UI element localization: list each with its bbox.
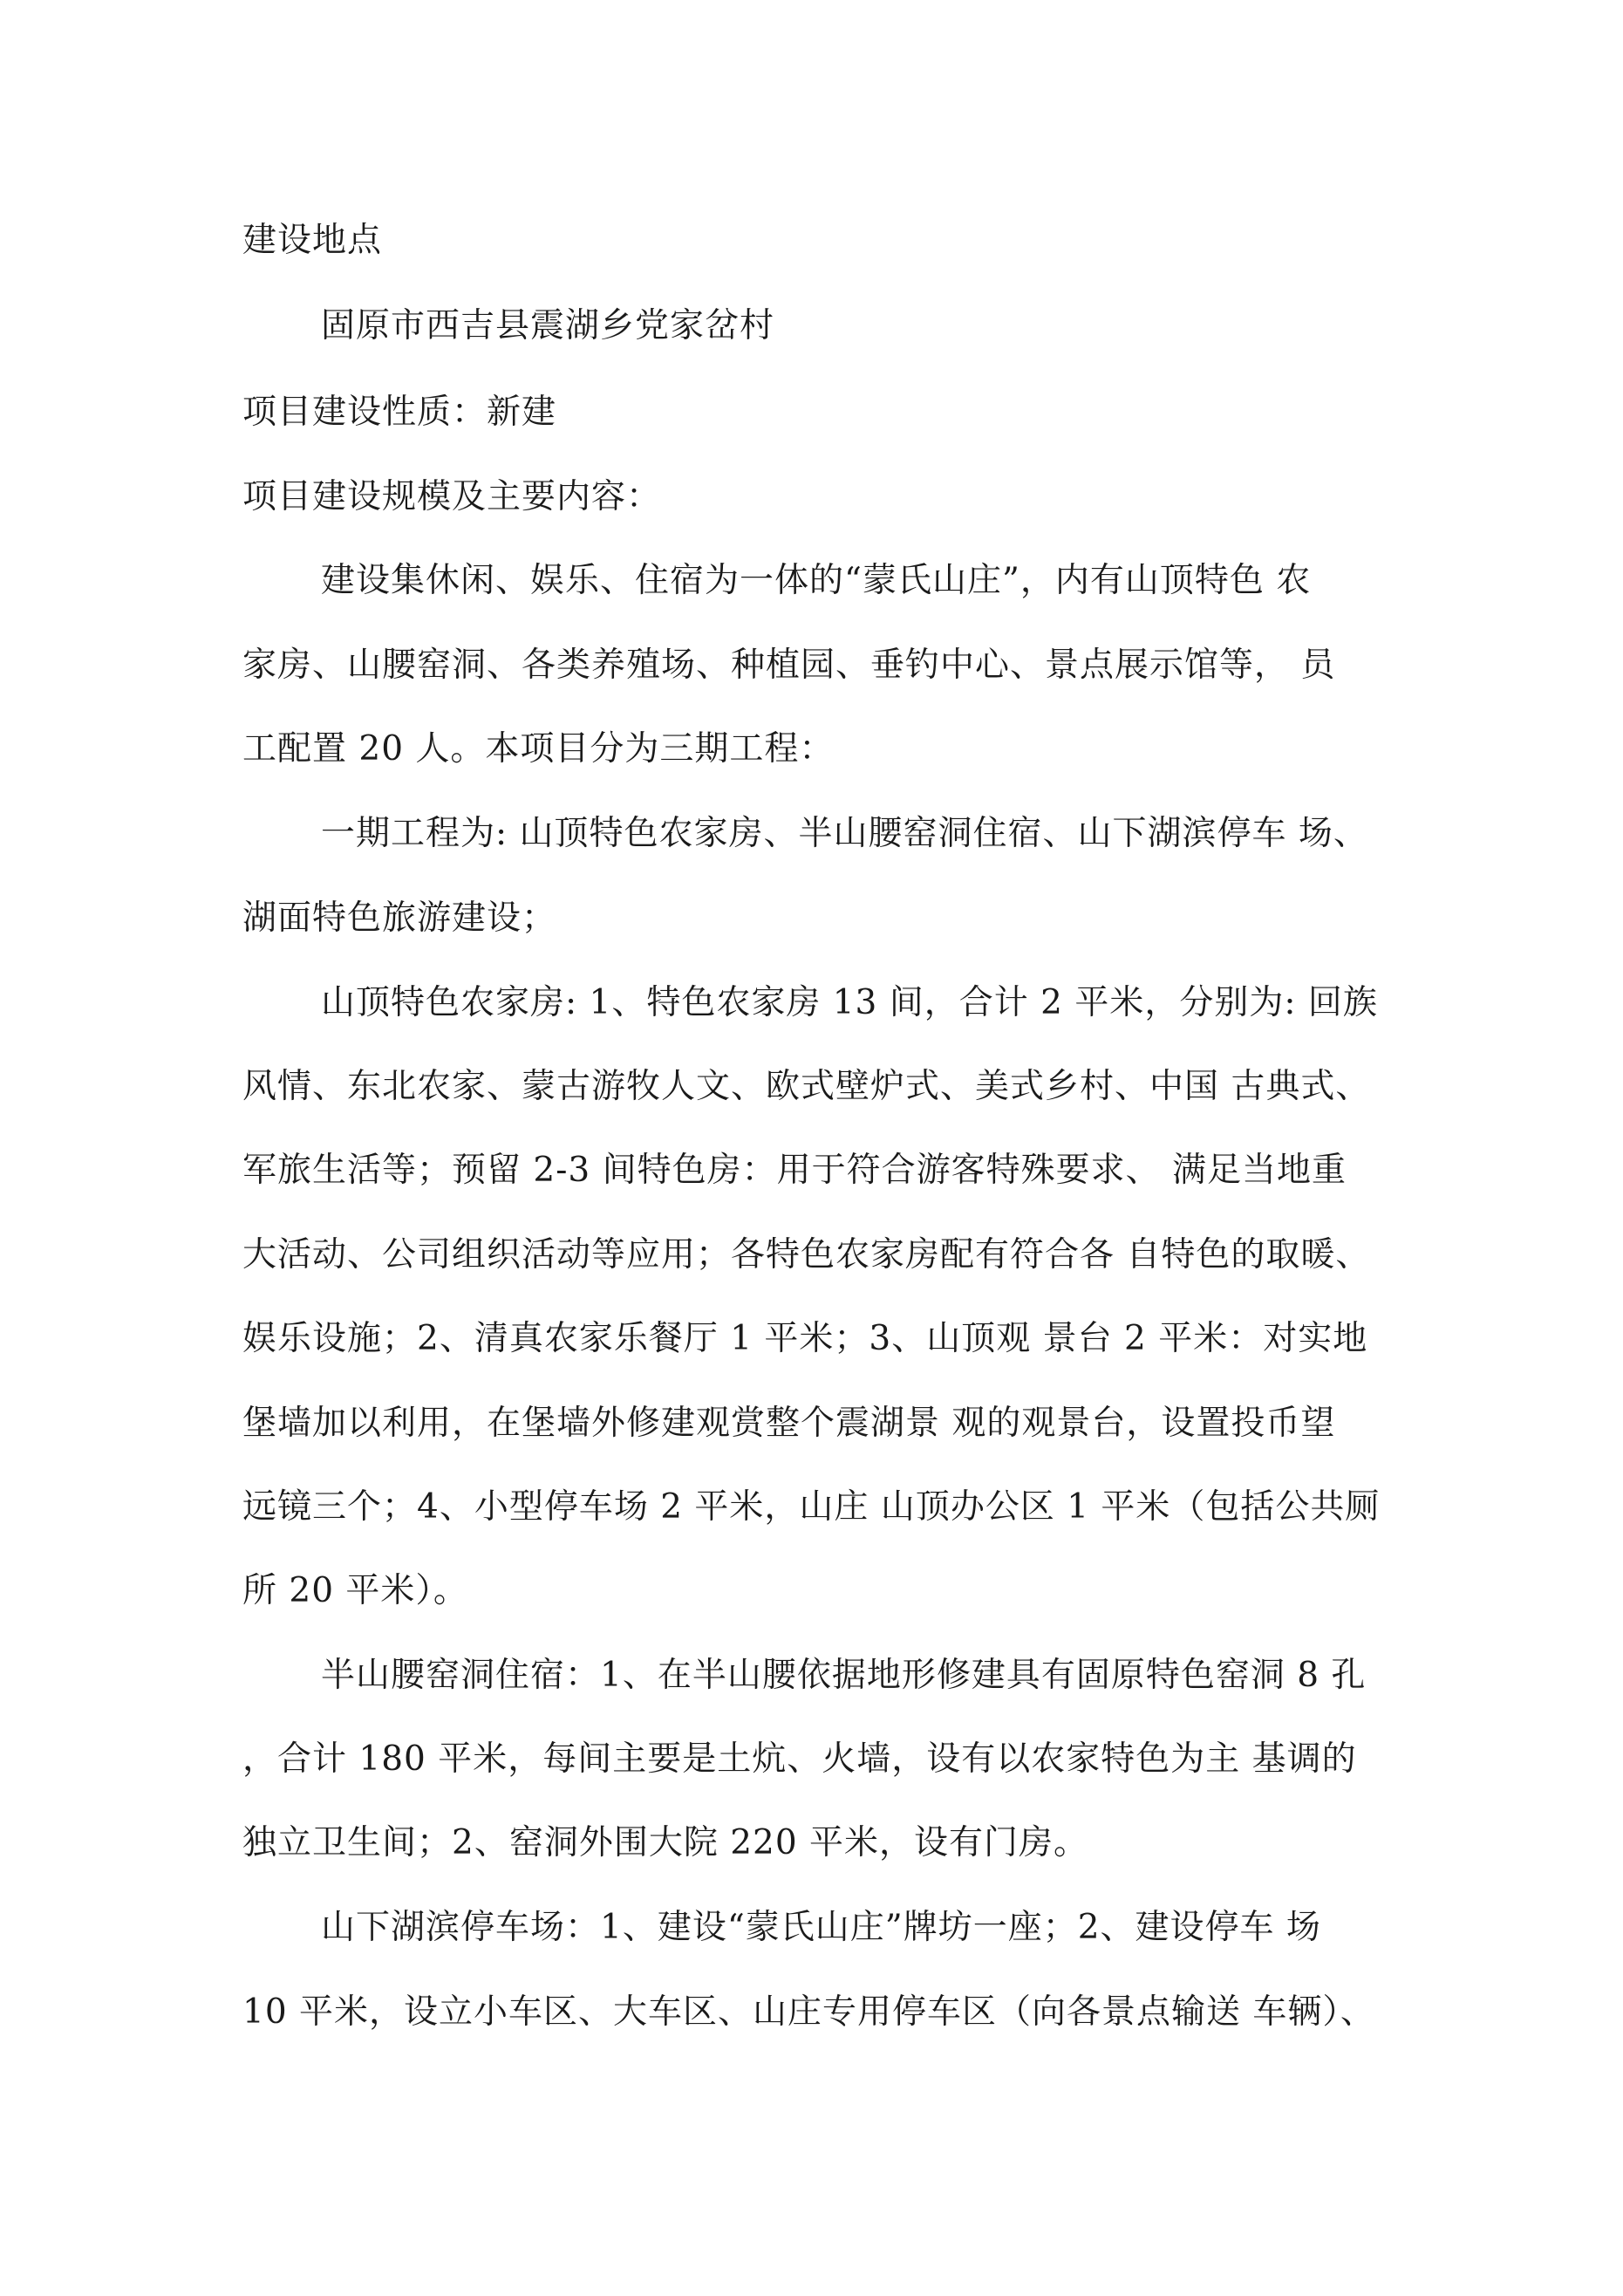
- paragraph-line: 大活动、公司组织活动等应用；各特色农家房配有符合各 自特色的取暖、: [242, 1235, 1371, 1274]
- paragraph-line: 独立卫生间；2、窑洞外围大院 220 平米，设有门房。: [242, 1823, 1089, 1862]
- paragraph-line: 湖面特色旅游建设；: [242, 899, 557, 938]
- paragraph-line: 建设集休闲、娱乐、住宿为一体的“蒙氏山庄”，内有山顶特色 农: [321, 561, 1312, 600]
- paragraph-line: 半山腰窑洞住宿：1、在半山腰依据地形修建具有固原特色窑洞 8 孔: [321, 1656, 1367, 1695]
- location-text: 固原市西吉县震湖乡党家岔村: [321, 306, 775, 345]
- paragraph-line: 10 平米，设立小车区、大车区、山庄专用停车区（向各景点输送 车辆）、: [242, 1992, 1375, 2032]
- paragraph-line: 远镜三个；4、小型停车场 2 平米，山庄 山顶办公区 1 平米（包括公共厕: [242, 1487, 1381, 1527]
- paragraph-line: 山下湖滨停车场：1、建设“蒙氏山庄”牌坊一座；2、建设停车 场: [321, 1908, 1321, 1947]
- paragraph-line: 工配置 20 人。本项目分为三期工程：: [242, 729, 835, 769]
- section-heading-scale: 项目建设规模及主要内容：: [242, 477, 662, 516]
- paragraph-line: 家房、山腰窑洞、各类养殖场、种植园、垂钓中心、景点展示馆等， 员: [242, 646, 1336, 685]
- project-nature: 项目建设性质：新建: [242, 393, 557, 432]
- paragraph-line: 一期工程为: 山顶特色农家房、半山腰窑洞住宿、山下湖滨停车 场、: [321, 814, 1368, 853]
- paragraph-line: 风情、东北农家、蒙古游牧人文、欧式壁炉式、美式乡村、中国 古典式、: [242, 1067, 1371, 1106]
- paragraph-line: 山顶特色农家房: 1、特色农家房 13 间，合计 2 平米，分别为: 回族: [321, 983, 1378, 1022]
- section-heading-location: 建设地点: [242, 221, 383, 260]
- paragraph-line: 所 20 平米）。: [242, 1571, 468, 1610]
- paragraph-line: ，合计 180 平米，每间主要是土炕、火墙，设有以农家特色为主 基调的: [242, 1739, 1357, 1779]
- paragraph-line: 娱乐设施；2、清真农家乐餐厅 1 平米；3、山顶观 景台 2 平米：对实地: [242, 1319, 1368, 1358]
- paragraph-line: 堡墙加以利用，在堡墙外修建观赏整个震湖景 观的观景台，设置投币望: [242, 1404, 1336, 1443]
- paragraph-line: 军旅生活等；预留 2-3 间特色房：用于符合游客特殊要求、 满足当地重: [242, 1151, 1347, 1190]
